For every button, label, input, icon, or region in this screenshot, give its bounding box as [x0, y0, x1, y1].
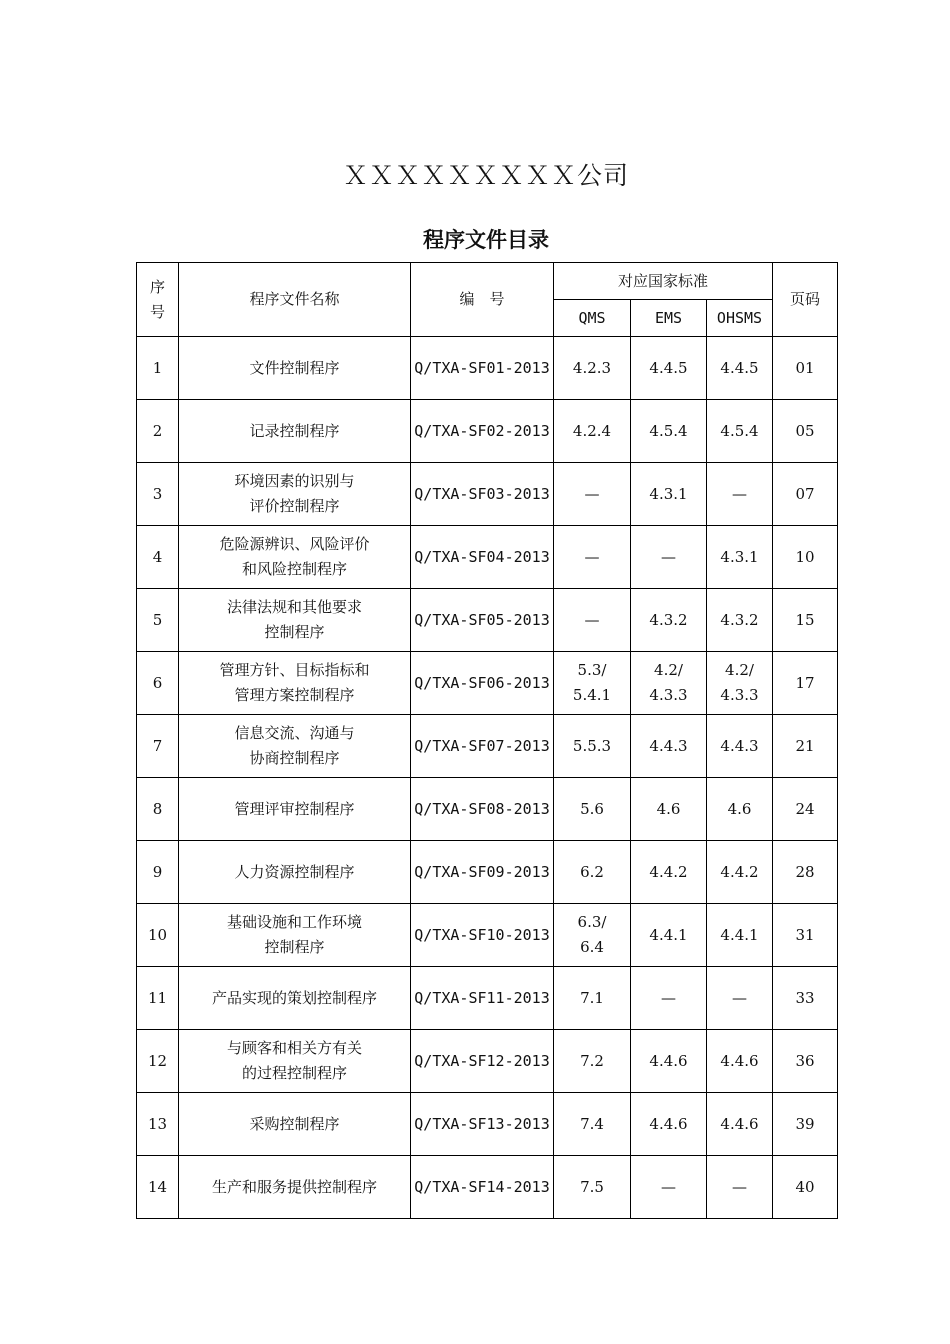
cell-seq: 1	[137, 337, 179, 400]
cell-page: 21	[773, 715, 838, 778]
cell-ems	[631, 652, 707, 715]
cell-name-line: 记录控制程序	[249, 421, 340, 440]
cell-code: Q/TXA-SF07-2013	[411, 715, 554, 778]
table-row	[137, 463, 838, 526]
cell-seq: 12	[137, 1030, 179, 1093]
cell-name-line: 与顾客和相关方有关	[226, 1039, 362, 1057]
cell-ohsms	[707, 778, 773, 841]
cell-qms	[554, 1156, 631, 1219]
table-row	[137, 715, 838, 778]
cell-seq: 4	[137, 526, 179, 589]
cell-ems-line: 4.3.3	[649, 686, 688, 704]
cell-name	[179, 589, 411, 652]
cell-code: Q/TXA-SF10-2013	[411, 904, 554, 967]
cell-qms	[554, 1093, 631, 1156]
cell-ems-line: 4.4.3	[649, 736, 688, 755]
cell-ohsms	[707, 1156, 773, 1219]
cell-name-line: 信息交流、沟通与	[234, 724, 355, 742]
cell-ohsms-line: 4.3.2	[720, 610, 759, 629]
cell-ems	[631, 841, 707, 904]
cell-name-line: 管理评审控制程序	[234, 799, 355, 818]
cell-ems	[631, 778, 707, 841]
cell-ems	[631, 1093, 707, 1156]
cell-name-line: 文件控制程序	[249, 358, 340, 377]
header-page: 页码	[773, 263, 838, 337]
cell-name	[179, 1030, 411, 1093]
cell-seq: 5	[137, 589, 179, 652]
cell-page: 31	[773, 904, 838, 967]
cell-qms	[554, 337, 631, 400]
cell-page: 17	[773, 652, 838, 715]
cell-name-line: 基础设施和工作环境	[226, 913, 362, 931]
cell-ems	[631, 1156, 707, 1219]
cell-ohsms	[707, 904, 773, 967]
cell-name-line: 评价控制程序	[249, 497, 340, 515]
cell-name	[179, 337, 411, 400]
header-row-top	[137, 263, 838, 300]
cell-ohsms	[707, 652, 773, 715]
cell-ohsms-line: 4.6	[727, 799, 752, 818]
cell-ohsms-line: 4.4.5	[720, 358, 759, 377]
cell-page: 05	[773, 400, 838, 463]
cell-seq: 3	[137, 463, 179, 526]
cell-qms	[554, 778, 631, 841]
cell-name-line: 产品实现的策划控制程序	[211, 988, 377, 1007]
cell-name-line: 生产和服务提供控制程序	[211, 1177, 377, 1196]
cell-qms	[554, 1030, 631, 1093]
cell-qms	[554, 589, 631, 652]
cell-ohsms	[707, 400, 773, 463]
cell-ems	[631, 526, 707, 589]
cell-seq: 14	[137, 1156, 179, 1219]
cell-qms-line: 7.4	[580, 1114, 604, 1133]
cell-ems	[631, 1030, 707, 1093]
cell-name-line: 危险源辨识、风险评价	[219, 535, 370, 553]
cell-seq: 7	[137, 715, 179, 778]
cell-ohsms-line: 4.4.1	[720, 925, 759, 944]
cell-ohsms-line: 4.3.3	[720, 686, 759, 704]
header-name: 程序文件名称	[179, 263, 411, 337]
cell-name-line: 人力资源控制程序	[234, 862, 355, 881]
cell-ohsms-line: 4.2/	[725, 661, 754, 679]
cell-ohsms	[707, 526, 773, 589]
header-seq-line-2: 号	[149, 302, 165, 321]
cell-name	[179, 400, 411, 463]
cell-code: Q/TXA-SF02-2013	[411, 400, 554, 463]
cell-ems-line: 4.4.2	[649, 862, 688, 881]
table-row	[137, 526, 838, 589]
cell-qms	[554, 967, 631, 1030]
cell-name-line: 法律法规和其他要求	[226, 598, 362, 616]
cell-ems-line: —	[661, 547, 676, 566]
cell-name	[179, 526, 411, 589]
cell-ohsms-line: 4.5.4	[720, 421, 759, 440]
header-seq-line-1: 序	[149, 277, 165, 296]
cell-name	[179, 715, 411, 778]
cell-code: Q/TXA-SF12-2013	[411, 1030, 554, 1093]
cell-ems	[631, 967, 707, 1030]
cell-ems-line: 4.4.5	[649, 358, 688, 377]
cell-qms-line: 6.4	[580, 938, 604, 956]
cell-page: 36	[773, 1030, 838, 1093]
cell-qms-line: 5.5.3	[572, 736, 612, 755]
table-row	[137, 904, 838, 967]
cell-name-line: 环境因素的识别与	[234, 472, 355, 490]
header-code: 编 号	[411, 263, 554, 337]
cell-name-line: 的过程控制程序	[241, 1064, 347, 1082]
cell-qms	[554, 715, 631, 778]
cell-qms-line: 6.2	[580, 862, 604, 881]
table-row	[137, 841, 838, 904]
cell-name-line: 管理方案控制程序	[234, 686, 355, 704]
cell-qms-line: —	[584, 547, 600, 566]
cell-ems-line: 4.4.1	[649, 925, 688, 944]
cell-ohsms-line: 4.4.6	[720, 1114, 759, 1133]
cell-name	[179, 463, 411, 526]
cell-ohsms	[707, 1030, 773, 1093]
header-qms: QMS	[554, 300, 631, 337]
cell-code: Q/TXA-SF08-2013	[411, 778, 554, 841]
table-row	[137, 1156, 838, 1219]
cell-code: Q/TXA-SF14-2013	[411, 1156, 554, 1219]
cell-ohsms-line: —	[732, 1177, 747, 1196]
cell-ems	[631, 337, 707, 400]
cell-qms-line: —	[584, 484, 600, 503]
cell-seq: 11	[137, 967, 179, 1030]
cell-ems	[631, 904, 707, 967]
table-row	[137, 967, 838, 1030]
cell-page: 28	[773, 841, 838, 904]
cell-ems	[631, 589, 707, 652]
cell-name	[179, 904, 411, 967]
cell-name	[179, 967, 411, 1030]
cell-ems-line: —	[661, 1177, 676, 1196]
cell-ems-line: 4.4.6	[649, 1114, 688, 1133]
cell-name	[179, 1093, 411, 1156]
cell-name-line: 控制程序	[264, 938, 325, 956]
cell-code: Q/TXA-SF05-2013	[411, 589, 554, 652]
table-row	[137, 400, 838, 463]
cell-code: Q/TXA-SF06-2013	[411, 652, 554, 715]
cell-ems-line: 4.3.2	[649, 610, 688, 629]
table-body	[137, 337, 838, 1219]
table-row	[137, 1093, 838, 1156]
cell-seq: 8	[137, 778, 179, 841]
cell-name-line: 管理方针、目标指标和	[219, 661, 370, 679]
cell-name-line: 和风险控制程序	[241, 560, 347, 578]
cell-code: Q/TXA-SF11-2013	[411, 967, 554, 1030]
cell-ohsms-line: 4.3.1	[720, 547, 759, 566]
cell-page: 15	[773, 589, 838, 652]
header-standard-group: 对应国家标准	[554, 263, 773, 300]
cell-qms-line: 7.1	[580, 988, 604, 1007]
cell-ems-line: 4.6	[656, 799, 681, 818]
cell-qms-line: 6.3/	[577, 913, 607, 931]
cell-qms	[554, 652, 631, 715]
cell-qms-line: 7.5	[580, 1177, 604, 1196]
cell-seq: 10	[137, 904, 179, 967]
cell-ohsms-line: —	[732, 484, 747, 503]
cell-qms-line: 7.2	[580, 1051, 604, 1070]
cell-qms	[554, 463, 631, 526]
cell-qms	[554, 904, 631, 967]
cell-ohsms	[707, 337, 773, 400]
cell-seq: 2	[137, 400, 179, 463]
cell-qms-line: 4.2.4	[572, 421, 612, 440]
cell-qms-line: —	[584, 610, 600, 629]
cell-seq: 6	[137, 652, 179, 715]
company-title: ＸＸＸＸＸＸＸＸＸ公司	[342, 161, 629, 190]
cell-qms	[554, 841, 631, 904]
table-row	[137, 589, 838, 652]
cell-name	[179, 778, 411, 841]
cell-seq: 9	[137, 841, 179, 904]
cell-qms-line: 5.3/	[577, 661, 607, 679]
cell-page: 40	[773, 1156, 838, 1219]
cell-page: 07	[773, 463, 838, 526]
cell-ohsms	[707, 715, 773, 778]
cell-ohsms	[707, 589, 773, 652]
cell-qms-line: 4.2.3	[572, 358, 612, 377]
cell-name-line: 控制程序	[264, 623, 325, 641]
cell-ems-line: 4.5.4	[649, 421, 688, 440]
cell-code: Q/TXA-SF03-2013	[411, 463, 554, 526]
table-row	[137, 1030, 838, 1093]
cell-name	[179, 652, 411, 715]
header-seq	[137, 263, 179, 337]
cell-code: Q/TXA-SF13-2013	[411, 1093, 554, 1156]
cell-page: 01	[773, 337, 838, 400]
cell-name-line: 采购控制程序	[249, 1114, 340, 1133]
cell-ohsms	[707, 1093, 773, 1156]
table-row	[137, 778, 838, 841]
cell-qms-line: 5.6	[580, 799, 604, 818]
cell-ems-line: 4.4.6	[649, 1051, 688, 1070]
table-row	[137, 337, 838, 400]
cell-name-line: 协商控制程序	[249, 749, 340, 767]
cell-ohsms-line: 4.4.6	[720, 1051, 759, 1070]
header-ems: EMS	[631, 300, 707, 337]
table-row	[137, 652, 838, 715]
cell-ems-line: 4.3.1	[649, 484, 688, 503]
cell-ohsms-line: —	[732, 988, 747, 1007]
cell-ohsms	[707, 463, 773, 526]
header-ohsms: OHSMS	[707, 300, 773, 337]
cell-ems-line: —	[661, 988, 676, 1007]
cell-ems	[631, 400, 707, 463]
cell-code: Q/TXA-SF04-2013	[411, 526, 554, 589]
cell-ohsms-line: 4.4.3	[720, 736, 759, 755]
cell-code: Q/TXA-SF09-2013	[411, 841, 554, 904]
cell-ems	[631, 715, 707, 778]
cell-seq: 13	[137, 1093, 179, 1156]
cell-qms	[554, 526, 631, 589]
cell-page: 24	[773, 778, 838, 841]
cell-ohsms	[707, 967, 773, 1030]
cell-name	[179, 1156, 411, 1219]
cell-page: 33	[773, 967, 838, 1030]
cell-qms	[554, 400, 631, 463]
procedure-catalog-table	[136, 262, 838, 1219]
cell-code: Q/TXA-SF01-2013	[411, 337, 554, 400]
cell-page: 39	[773, 1093, 838, 1156]
cell-ohsms-line: 4.4.2	[720, 862, 759, 881]
cell-ems	[631, 463, 707, 526]
cell-qms-line: 5.4.1	[572, 686, 612, 704]
cell-name	[179, 841, 411, 904]
cell-page: 10	[773, 526, 838, 589]
cell-ems-line: 4.2/	[654, 661, 683, 679]
cell-ohsms	[707, 841, 773, 904]
document-title: 程序文件目录	[423, 228, 549, 252]
